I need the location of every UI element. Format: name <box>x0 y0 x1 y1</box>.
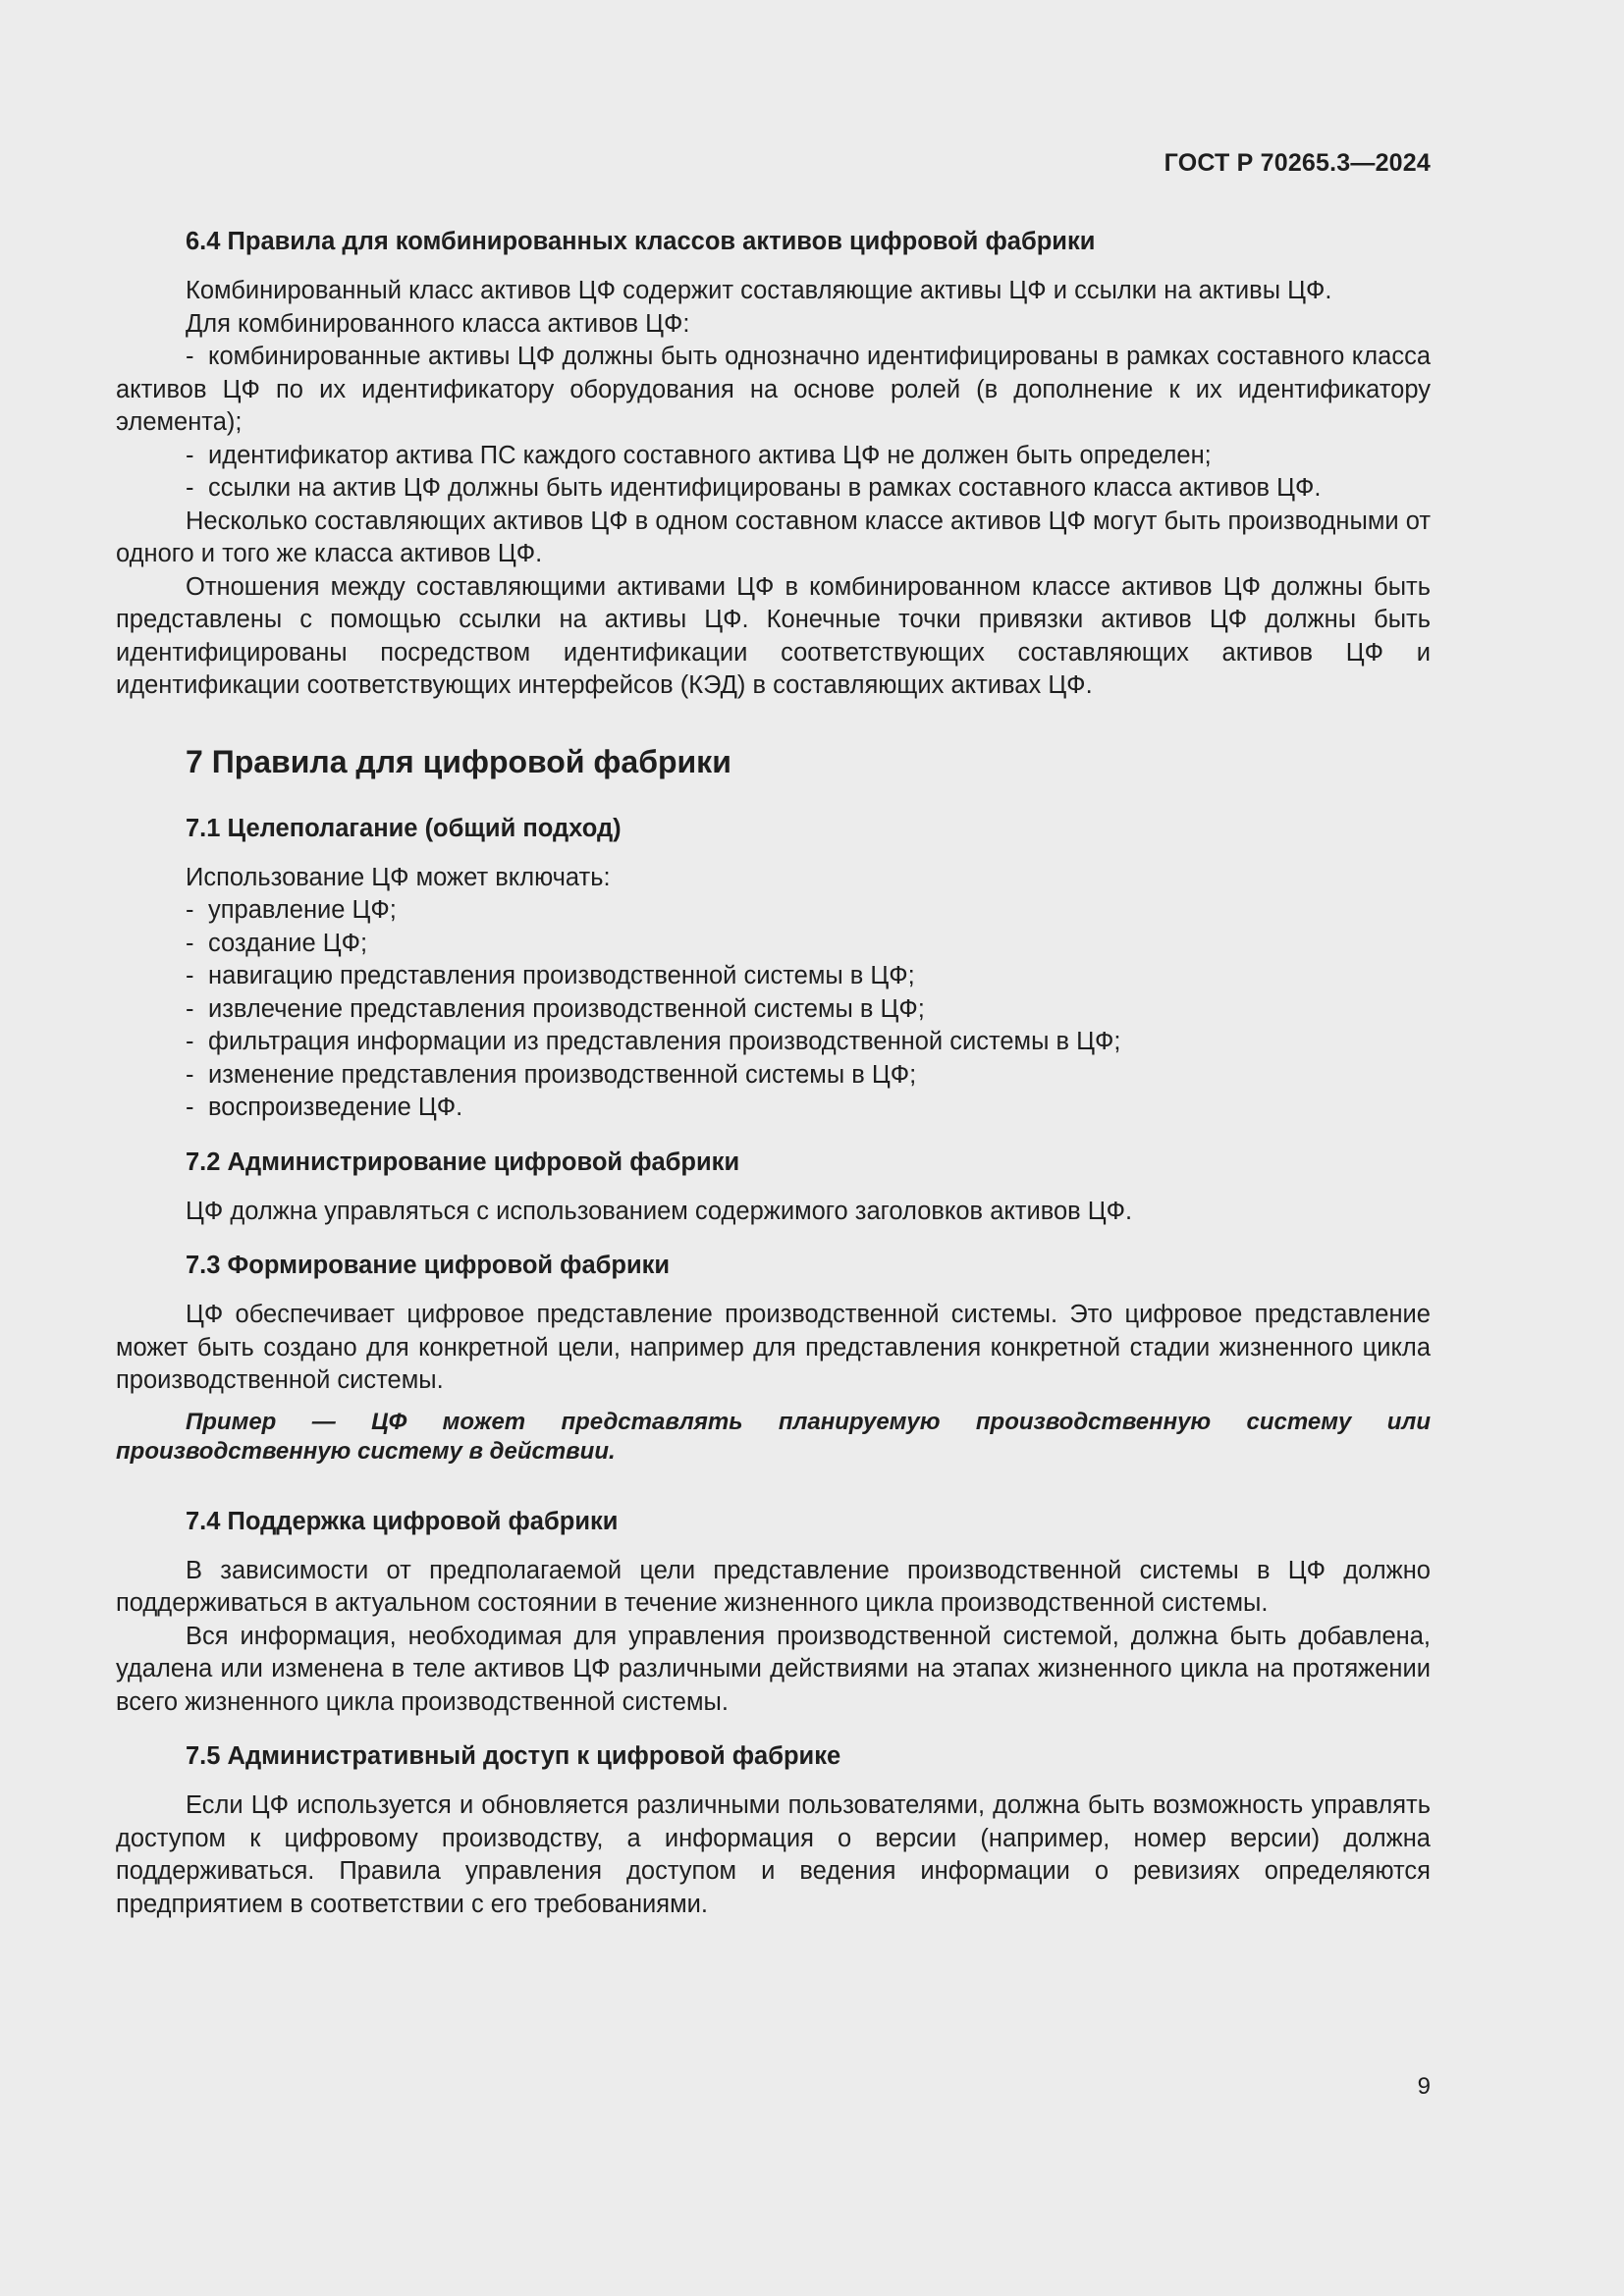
paragraph: Если ЦФ используется и обновляется различными пользователями, должна быть возможность управлять доступом к цифровому производству, а информация о версии (например, номер версии) должна поддерживаться. Правила управления доступом и ведения информации о ревизиях определяются предприятием в соответствии с его требованиями. <box>116 1791 1431 1918</box>
section-6-4 <box>116 226 1431 703</box>
list-dash: - <box>186 1060 194 1089</box>
section-heading: 7.1 Целеполагание (общий подход) <box>186 814 622 842</box>
list-dash: - <box>186 474 194 502</box>
paragraph: Отношения между составляющими активами ЦФ в комбинированном классе активов ЦФ должны быть представлены с помощью ссылки на активы ЦФ. Конечные точки привязки активов ЦФ должны быть идентифицированы посредством идентификации соответствующих составляющих активов ЦФ и идентификации соответствующих интерфейсов (КЭД) в составляющих активах ЦФ. <box>116 572 1431 699</box>
section-7-4 <box>116 1506 1431 1720</box>
paragraph: Для комбинированного класса активов ЦФ: <box>186 309 690 338</box>
list-item: - ссылки на актив ЦФ должны быть идентифицированы в рамках составного класса активов ЦФ. <box>116 472 1431 506</box>
list-item: - навигацию представления производственной системы в ЦФ; <box>116 960 1431 993</box>
section-heading: 7.2 Администрирование цифровой фабрики <box>186 1148 740 1176</box>
section-7-1 <box>116 813 1431 1125</box>
section-7-5 <box>116 1740 1431 1921</box>
list-item: - изменение представления производственной системы в ЦФ; <box>116 1059 1431 1093</box>
list-dash: - <box>186 896 194 924</box>
paragraph: ЦФ должна управляться с использованием содержимого заголовков активов ЦФ. <box>186 1197 1133 1225</box>
document-code: ГОСТ Р 70265.3—2024 <box>1164 149 1431 177</box>
paragraph: Комбинированный класс активов ЦФ содержит составляющие активы ЦФ и ссылки на активы ЦФ. <box>186 277 1332 304</box>
list-dash: - <box>186 929 194 957</box>
section-heading: 7.4 Поддержка цифровой фабрики <box>186 1507 619 1535</box>
list-dash: - <box>186 441 194 469</box>
chapter-heading: 7 Правила для цифровой фабрики <box>186 743 731 779</box>
list-item: - фильтрация информации из представления производственной системы в ЦФ; <box>116 1026 1431 1059</box>
section-heading: 7.5 Административный доступ к цифровой фабрике <box>186 1742 841 1770</box>
list-item: - извлечение представления производственной системы в ЦФ; <box>116 993 1431 1027</box>
page-number: 9 <box>1417 2073 1431 2100</box>
list-dash: - <box>186 962 194 989</box>
list-dash: - <box>186 343 194 370</box>
section-heading: 6.4 Правила для комбинированных классов активов цифровой фабрики <box>186 228 1096 255</box>
paragraph: Использование ЦФ может включать: <box>186 863 611 891</box>
section-7-3 <box>116 1250 1431 1467</box>
list-item: - создание ЦФ; <box>116 928 1431 961</box>
section-7-2 <box>116 1147 1431 1229</box>
list-dash: - <box>186 1094 194 1121</box>
list-item: - идентификатор актива ПС каждого составного актива ЦФ не должен быть определен; <box>116 440 1431 473</box>
example-note: Пример — ЦФ может представлять планируемую производственную систему или производственную систему в действии. <box>116 1408 1431 1465</box>
list-dash: - <box>186 1028 194 1055</box>
paragraph: ЦФ обеспечивает цифровое представление производственной системы. Это цифровое представление может быть создано для конкретной цели, например для представления конкретной стадии жизненного цикла производственной системы. <box>116 1301 1431 1394</box>
list-item: - управление ЦФ; <box>116 894 1431 928</box>
paragraph: Вся информация, необходимая для управления производственной системой, должна быть добавлена, удалена или изменена в теле активов ЦФ различными действиями на этапах жизненного цикла на протяжении всего жизненного цикла производственной системы. <box>116 1622 1431 1716</box>
paragraph: В зависимости от предполагаемой цели представление производственной системы в ЦФ должно поддерживаться в актуальном состоянии в течение жизненного цикла производственной системы. <box>116 1556 1431 1617</box>
paragraph: Несколько составляющих активов ЦФ в одном составном классе активов ЦФ могут быть производными от одного и того же класса активов ЦФ. <box>116 507 1431 567</box>
list-item: - воспроизведение ЦФ. <box>116 1092 1431 1125</box>
list-dash: - <box>186 994 194 1023</box>
section-heading: 7.3 Формирование цифровой фабрики <box>186 1252 671 1279</box>
list-item: - комбинированные активы ЦФ должны быть однозначно идентифицированы в рамках составного класса активов ЦФ по их идентификатору оборудования на основе ролей (в дополнение к их идентификатору элемента); <box>116 343 1431 436</box>
document-body <box>116 226 1431 1921</box>
